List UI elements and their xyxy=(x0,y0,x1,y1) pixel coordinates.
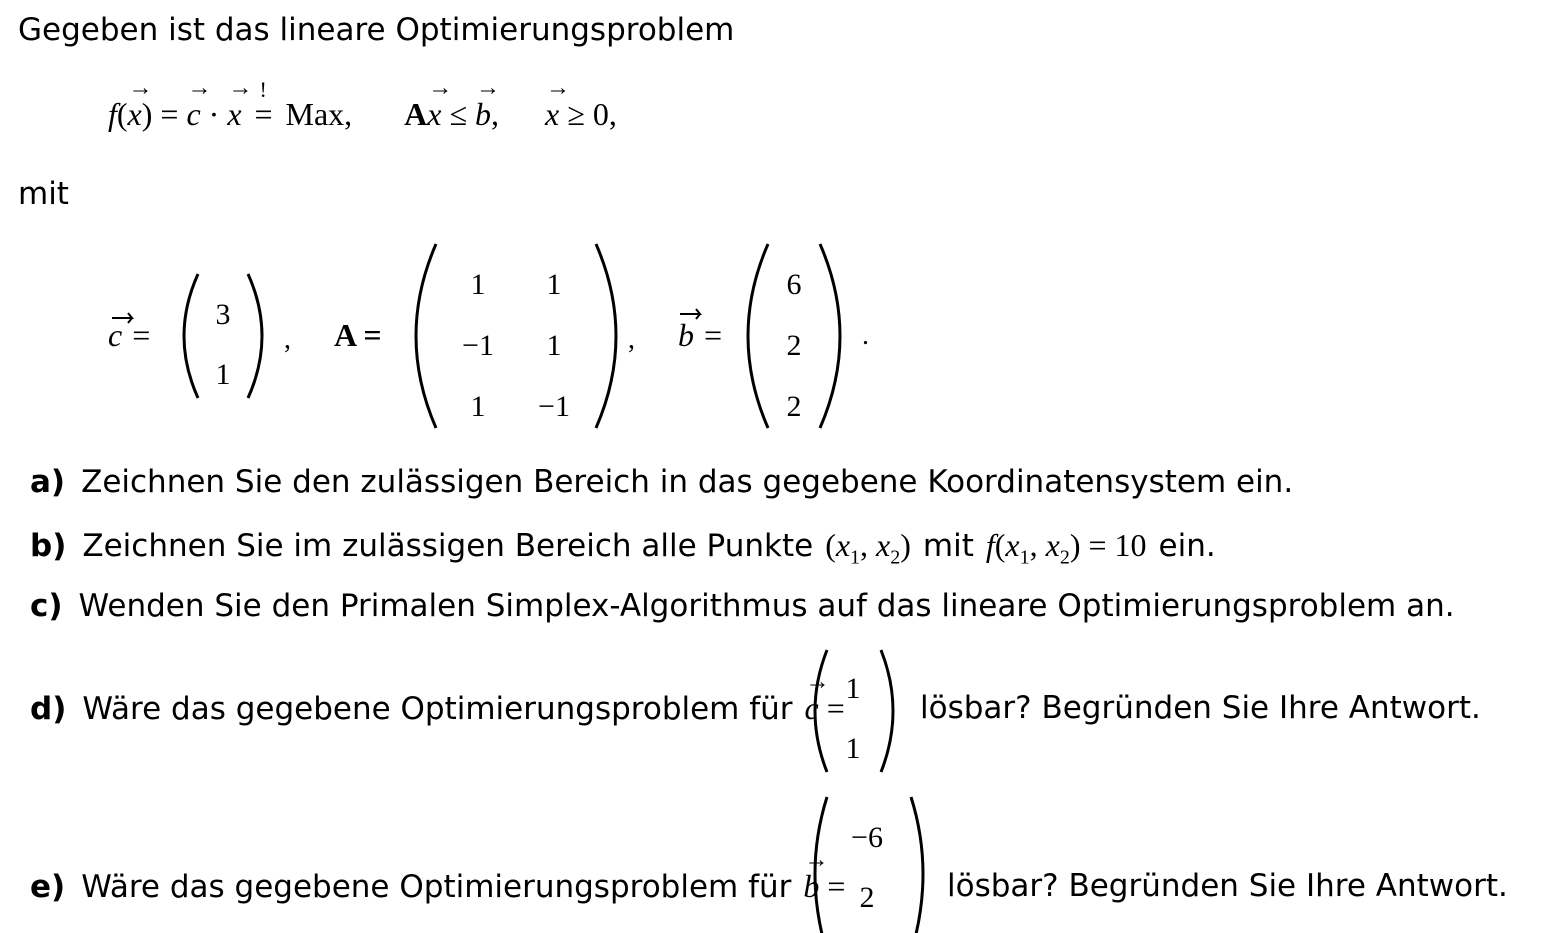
task-text: ein. xyxy=(1158,528,1216,564)
task-text: Zeichnen Sie den zulässigen Bereich in das gegebene Koordinatensystem ein. xyxy=(81,464,1294,500)
b-value: 6 xyxy=(786,268,802,301)
defined-equals: ! = xyxy=(254,77,273,132)
vector-value: −6 xyxy=(851,821,883,854)
c-vector-label: c = xyxy=(108,317,152,353)
task-label: e) xyxy=(30,869,66,905)
A-cell: 1 xyxy=(470,390,486,423)
c-value: 3 xyxy=(215,298,231,331)
task-c xyxy=(30,588,1455,624)
task-a xyxy=(30,464,1293,500)
task-e-vector xyxy=(803,793,943,933)
end-period: . xyxy=(862,320,869,351)
A-cell: 1 xyxy=(546,329,562,362)
c-value: 1 xyxy=(215,358,231,391)
f-equals-math: $f(x_1$, $x_2) = 10$ xyxy=(985,527,1147,569)
A-cell: −1 xyxy=(538,390,570,423)
task-text: mit xyxy=(922,528,974,564)
task-e xyxy=(30,868,845,905)
mit-text: mit xyxy=(18,176,69,212)
objective-function: f(→ x) = → c · → x xyxy=(108,96,242,132)
b-value: 2 xyxy=(786,329,802,362)
vector-value: 2 xyxy=(859,881,875,914)
A-cell: 1 xyxy=(470,268,486,301)
points-math: ($x_1$, $x_2$) xyxy=(825,527,911,569)
b-vector-label: → b = xyxy=(803,868,845,904)
task-text: Wäre das gegebene Optimierungsproblem für xyxy=(82,691,793,727)
task-text: Wenden Sie den Primalen Simplex-Algorithmus auf das lineare Optimierungsproblem an. xyxy=(78,588,1455,624)
task-label: a) xyxy=(30,464,66,500)
max-label: Max, xyxy=(285,96,353,132)
separator: , xyxy=(284,324,291,355)
b-vector-label: b = xyxy=(678,317,724,353)
c-vector-label: → c = xyxy=(805,690,845,726)
A-cell: −1 xyxy=(462,329,494,362)
intro-text: Gegeben ist das lineare Optimierungsproblem xyxy=(18,12,735,48)
task-text: lösbar? Begründen Sie Ihre Antwort. xyxy=(920,690,1481,726)
separator: , xyxy=(628,324,635,355)
task-text: Wäre das gegebene Optimierungsproblem für xyxy=(81,869,792,905)
task-b xyxy=(30,527,1216,569)
A-cell: 1 xyxy=(546,268,562,301)
nonneg-constraint: → x ≥ 0, xyxy=(545,96,617,132)
task-label: d) xyxy=(30,691,67,727)
vector-value: 1 xyxy=(845,672,861,705)
A-matrix-label: A = xyxy=(334,317,382,353)
vector-value: 1 xyxy=(845,732,861,765)
b-value: 2 xyxy=(786,390,802,423)
task-d-vector xyxy=(803,646,903,776)
task-label: b) xyxy=(30,528,67,564)
given-vectors xyxy=(100,236,1000,446)
constraint: A→ x ≤ → b, xyxy=(404,96,499,132)
task-text: lösbar? Begründen Sie Ihre Antwort. xyxy=(947,868,1508,904)
task-label: c) xyxy=(30,588,63,624)
task-d xyxy=(30,690,845,727)
problem-formula xyxy=(108,77,617,133)
task-text: Zeichnen Sie im zulässigen Bereich alle Punkte xyxy=(82,528,814,564)
